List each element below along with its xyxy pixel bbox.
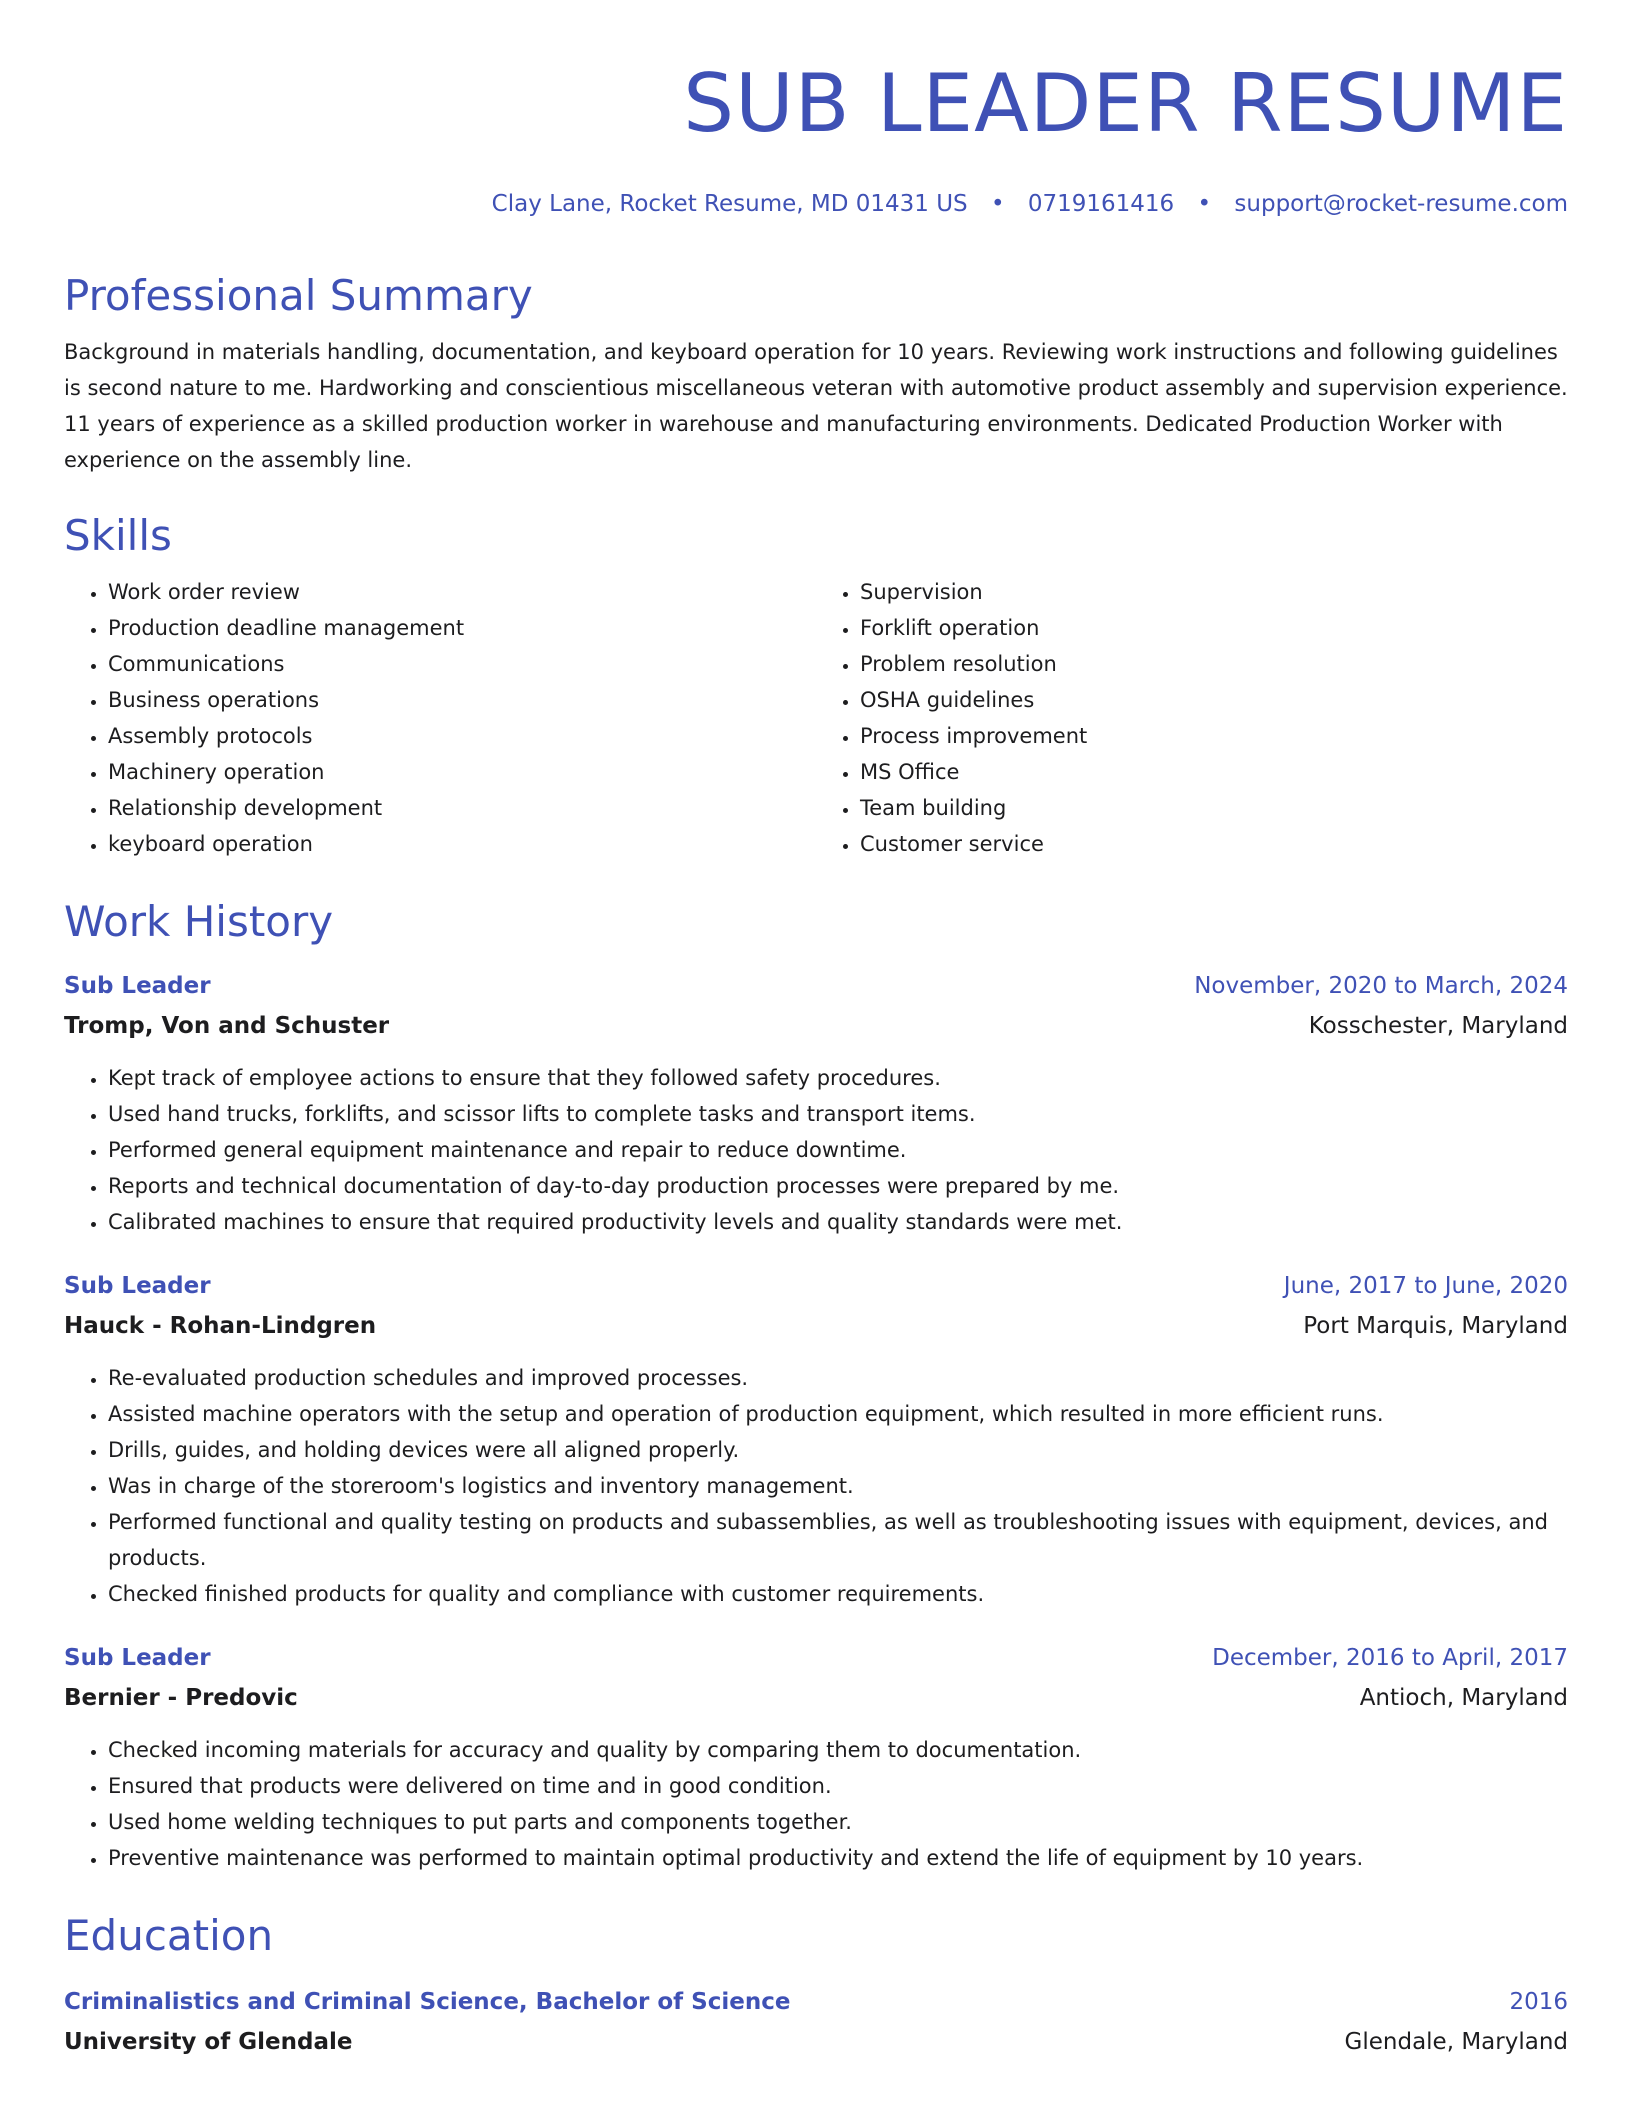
skill-item: • keyboard operation xyxy=(108,826,816,862)
summary-heading: Professional Summary xyxy=(64,271,533,320)
skill-item: • Work order review xyxy=(108,574,816,610)
contact-separator: • xyxy=(990,191,1005,217)
skill-item: • Problem resolution xyxy=(860,646,1568,682)
job-duty: • Assisted machine operators with the setup and operation of production equipment, which resulted in more efficient runs. xyxy=(108,1396,1568,1432)
skill-item: • Relationship development xyxy=(108,790,816,826)
job-duty: • Reports and technical documentation of day-to-day production processes were prepared by me. xyxy=(108,1168,1568,1204)
skills-heading: Skills xyxy=(64,511,172,560)
skill-item: • Communications xyxy=(108,646,816,682)
job-company: Tromp, Von and Schuster xyxy=(64,1013,390,1039)
skill-item: • Team building xyxy=(860,790,1568,826)
education-heading: Education xyxy=(64,1911,274,1960)
skills-column-left xyxy=(64,574,816,862)
job-company: Bernier - Predovic xyxy=(64,1685,298,1711)
contact-email: support@rocket-resume.com xyxy=(1234,191,1568,217)
skill-item: • Supervision xyxy=(860,574,1568,610)
job-location: Kosschester, Maryland xyxy=(1308,1013,1568,1039)
job-company: Hauck - Rohan-Lindgren xyxy=(64,1313,377,1339)
skill-item: • Production deadline management xyxy=(108,610,816,646)
job-dates: December, 2016 to April, 2017 xyxy=(1212,1645,1568,1671)
contact-phone: 0719161416 xyxy=(1027,191,1175,217)
education-year: 2016 xyxy=(1509,1989,1568,2015)
job-duty: • Checked incoming materials for accuracy and quality by comparing them to documentation. xyxy=(108,1732,1568,1768)
skill-item: • MS Office xyxy=(860,754,1568,790)
job-title: Sub Leader xyxy=(64,1273,211,1299)
contact-address: Clay Lane, Rocket Resume, MD 01431 US xyxy=(491,191,968,217)
contact-line xyxy=(64,188,1568,220)
job-entry xyxy=(64,966,1568,1240)
skill-item: • Assembly protocols xyxy=(108,718,816,754)
skill-item: • Forklift operation xyxy=(860,610,1568,646)
job-duty: • Kept track of employee actions to ensure that they followed safety procedures. xyxy=(108,1060,1568,1096)
job-location: Port Marquis, Maryland xyxy=(1303,1313,1568,1339)
job-duty: • Used hand trucks, forklifts, and scissor lifts to complete tasks and transport items. xyxy=(108,1096,1568,1132)
skills-list xyxy=(64,574,1568,862)
job-duties xyxy=(64,1360,1568,1612)
skill-item: • OSHA guidelines xyxy=(860,682,1568,718)
job-dates: November, 2020 to March, 2024 xyxy=(1194,973,1568,999)
contact-separator: • xyxy=(1197,191,1212,217)
job-dates: June, 2017 to June, 2020 xyxy=(1283,1273,1568,1299)
job-duty: • Preventive maintenance was performed to maintain optimal productivity and extend the life of equipment by 10 years. xyxy=(108,1840,1568,1876)
job-duty: • Used home welding techniques to put parts and components together. xyxy=(108,1804,1568,1840)
education-location: Glendale, Maryland xyxy=(1344,2029,1568,2055)
job-location: Antioch, Maryland xyxy=(1359,1685,1568,1711)
job-entry xyxy=(64,1638,1568,1876)
job-entry xyxy=(64,1266,1568,1612)
job-title: Sub Leader xyxy=(64,1645,211,1671)
job-duty: • Performed functional and quality testing on products and subassemblies, as well as troubleshooting issues with equipment, devices, and products. xyxy=(108,1504,1568,1576)
job-duty: • Performed general equipment maintenance and repair to reduce downtime. xyxy=(108,1132,1568,1168)
education-school: University of Glendale xyxy=(64,2029,353,2055)
education-entry xyxy=(64,1982,1568,2062)
job-duty: • Drills, guides, and holding devices were all aligned properly. xyxy=(108,1432,1568,1468)
skill-item: • Process improvement xyxy=(860,718,1568,754)
job-duty: • Checked finished products for quality and compliance with customer requirements. xyxy=(108,1576,1568,1612)
job-duty: • Ensured that products were delivered on time and in good condition. xyxy=(108,1768,1568,1804)
job-title: Sub Leader xyxy=(64,973,211,999)
education-degree: Criminalistics and Criminal Science, Bachelor of Science xyxy=(64,1989,791,2015)
skill-item: • Machinery operation xyxy=(108,754,816,790)
skill-item: • Customer service xyxy=(860,826,1568,862)
job-duty: • Was in charge of the storeroom's logistics and inventory management. xyxy=(108,1468,1568,1504)
skill-item: • Business operations xyxy=(108,682,816,718)
job-duty: • Re-evaluated production schedules and improved processes. xyxy=(108,1360,1568,1396)
job-duties xyxy=(64,1060,1568,1240)
work-history-heading: Work History xyxy=(64,897,334,946)
summary-text: Background in materials handling, documentation, and keyboard operation for 10 years. Reviewing work instructions and following guidelines is second nature to me. Hardworking and conscientious miscellaneous veteran with automotive product assembly and supervision experience. 11 years of experience as a skilled production worker in warehouse and manufacturing environments. Dedicated Production Worker with experience on the assembly line. xyxy=(64,340,1568,472)
job-duty: • Calibrated machines to ensure that required productivity levels and quality standards were met. xyxy=(108,1204,1568,1240)
skills-column-right xyxy=(816,574,1568,862)
resume-title: SUB LEADER RESUME xyxy=(683,57,1568,150)
job-duties xyxy=(64,1732,1568,1876)
